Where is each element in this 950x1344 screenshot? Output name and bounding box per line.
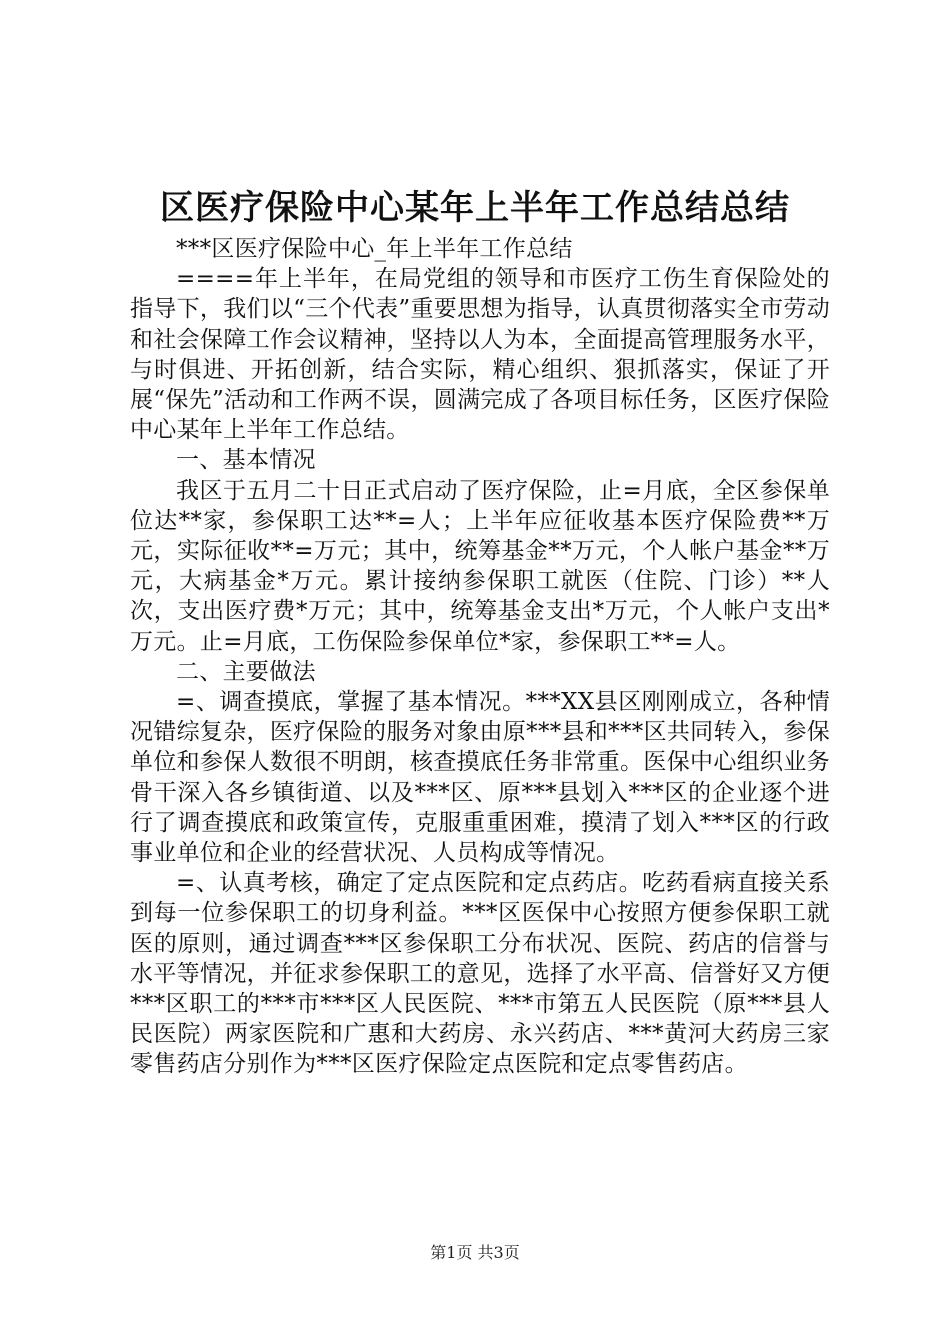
document-title: 区医疗保险中心某年上半年工作总结总结 xyxy=(160,188,790,228)
intro-paragraph: ====年上半年，在局党组的领导和市医疗工伤生育保险处的指导下，我们以“三个代表”重要思想为指导，认真贯彻落实全市劳动和社会保障工作会议精神，坚持以人为本，全面提高管理服务水平，与时俱进、开拓创新，结合实际，精心组织、狠抓落实，保证了开展“保先”活动和工作两不误，圆满完成了各项目标任务，区医疗保险中心某年上半年工作总结。 xyxy=(130,266,830,444)
page-footer: 第1页 共3页 xyxy=(430,1243,520,1262)
document-body xyxy=(130,234,830,1080)
section-heading-main-practices: 二、主要做法 xyxy=(176,658,316,685)
section-heading-basic-situation: 一、基本情况 xyxy=(176,447,316,474)
document-subtitle: ***区医疗保险中心_年上半年工作总结 xyxy=(176,236,573,262)
practice-designated-paragraph: =、认真考核，确定了定点医院和定点药店。吃药看病直接关系到每一位参保职工的切身利益。***区医保中心按照方便参保职工就医的原则，通过调查***区参保职工分布状况、医院、药店的信誉与水平等情况，并征求参保职工的意见，选择了水平高、信誉好又方便***区职工的***市***区人民医院、***市第五人民医院（原***县人民医院）两家医院和广惠和大药房、永兴药店、***黄河大药房三家零售药店分别作为***区医疗保险定点医院和定点零售药店。 xyxy=(130,870,830,1078)
basic-situation-paragraph: 我区于五月二十日正式启动了医疗保险，止=月底，全区参保单位达**家，参保职工达**=人；上半年应征收基本医疗保险费**万元，实际征收**=万元；其中，统筹基金**万元，个人帐户基金**万元，大病基金*万元。累计接纳参保职工就医（住院、门诊）**人次，支出医疗费*万元；其中，统筹基金支出*万元，个人帐户支出*万元。止=月底，工伤保险参保单位*家，参保职工**=人。 xyxy=(130,477,830,655)
practice-survey-paragraph: =、调查摸底，掌握了基本情况。***XX县区刚刚成立，各种情况错综复杂，医疗保险的服务对象由原***县和***区共同转入，参保单位和参保人数很不明朗，核查摸底任务非常重。医保中心组织业务骨干深入各乡镇街道、以及***区、原***县划入***区的企业逐个进行了调查摸底和政策宣传，克服重重困难，摸清了划入***区的行政事业单位和企业的经营状况、人员构成等情况。 xyxy=(130,689,830,867)
